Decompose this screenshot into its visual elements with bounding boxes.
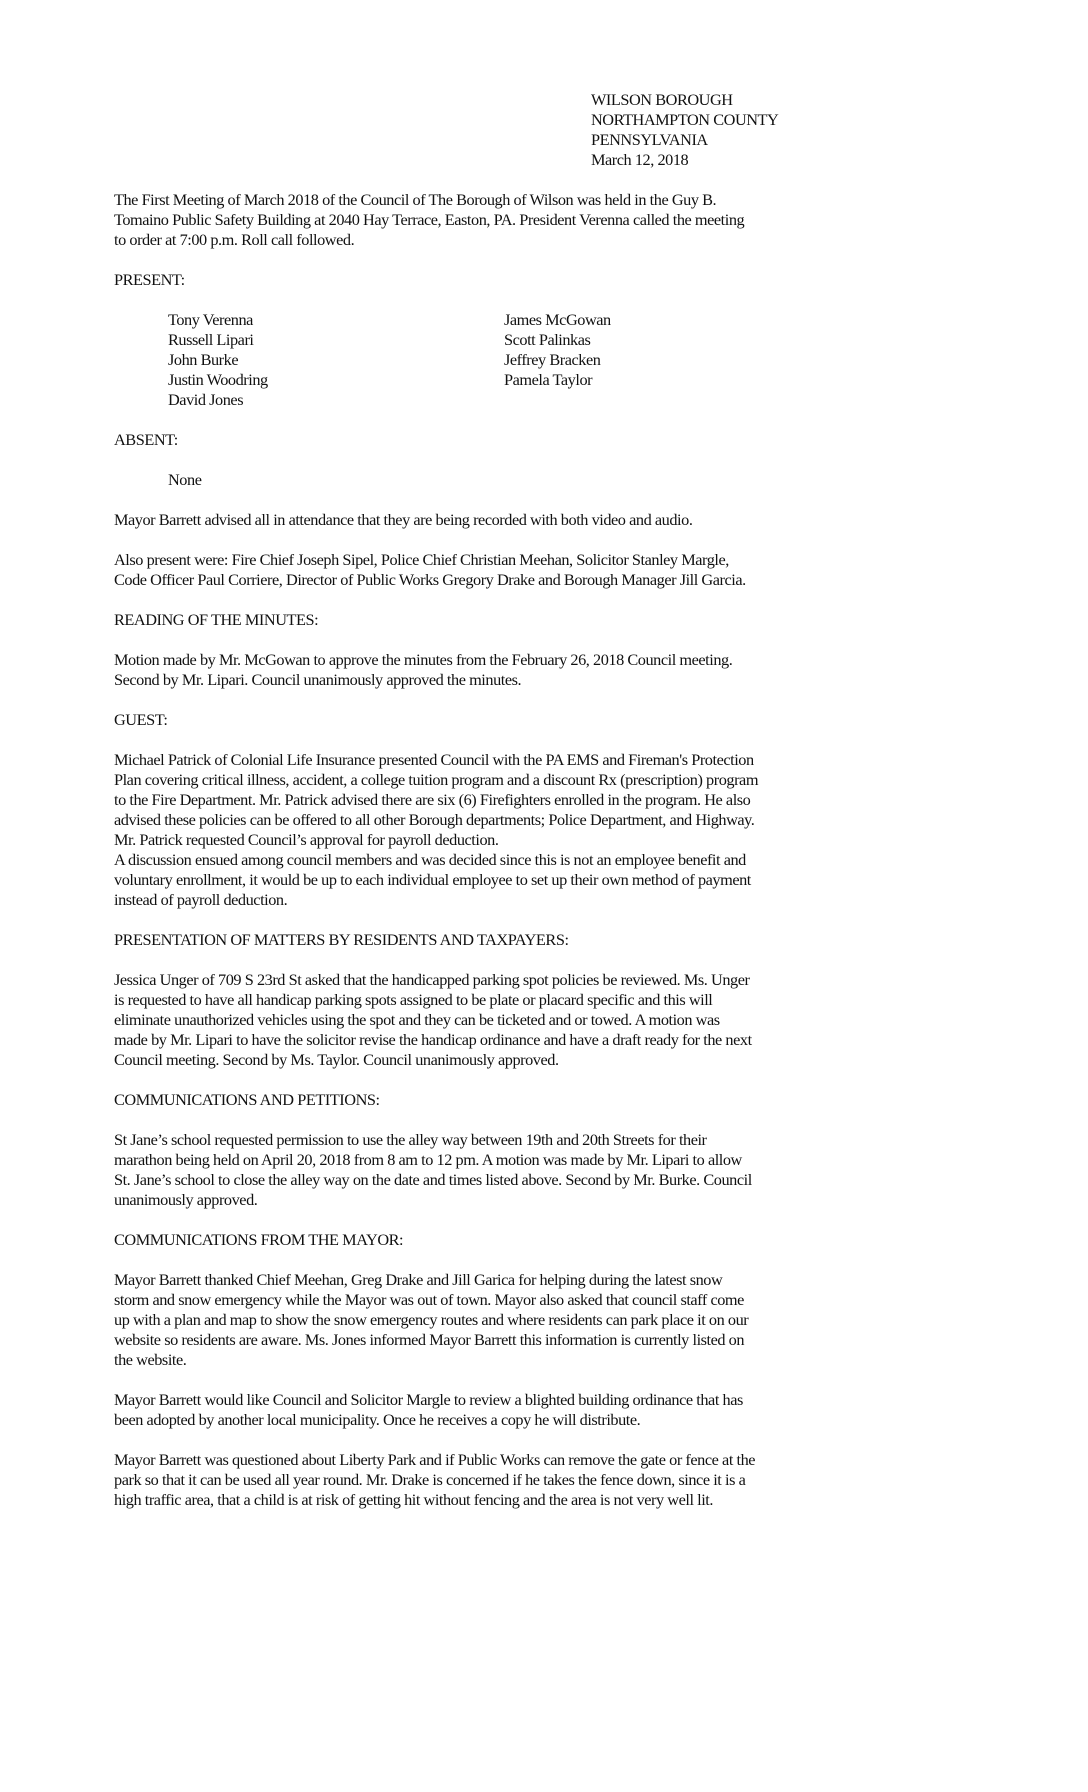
- attendee-name: John Burke: [168, 350, 239, 369]
- county-name: NORTHAMPTON COUNTY: [591, 110, 779, 129]
- text-line: instead of payroll deduction.: [114, 890, 288, 909]
- text-line: Mayor Barrett thanked Chief Meehan, Greg Drake and Jill Garica for helping during the latest snow: [114, 1270, 723, 1289]
- text-line: Also present were: Fire Chief Joseph Sipel, Police Chief Christian Meehan, Solicitor Stanley Margle,: [114, 550, 729, 569]
- text-line: the website.: [114, 1350, 187, 1369]
- text-line: been adopted by another local municipality. Once he receives a copy he will distribute.: [114, 1410, 641, 1429]
- section-paragraph: [114, 1450, 1014, 1510]
- section-heading: COMMUNICATIONS AND PETITIONS:: [114, 1090, 380, 1109]
- section-paragraph: [114, 1130, 1014, 1210]
- section-heading: COMMUNICATIONS FROM THE MAYOR:: [114, 1230, 404, 1249]
- absent-value: None: [168, 470, 202, 489]
- text-line: Council meeting. Second by Ms. Taylor. Council unanimously approved.: [114, 1050, 559, 1069]
- section-heading: READING OF THE MINUTES:: [114, 610, 319, 629]
- text-line: high traffic area, that a child is at risk of getting hit without fencing and the area is not very well lit.: [114, 1490, 713, 1509]
- text-line: voluntary enrollment, it would be up to each individual employee to set up their own method of payment: [114, 870, 751, 889]
- text-line: is requested to have all handicap parking spots assigned to be plate or placard specific and this will: [114, 990, 713, 1009]
- text-line: unanimously approved.: [114, 1190, 258, 1209]
- present-heading: PRESENT:: [114, 270, 185, 289]
- text-line: Mayor Barrett would like Council and Solicitor Margle to review a blighted building ordinance that has: [114, 1390, 743, 1409]
- text-line: Jessica Unger of 709 S 23rd St asked that the handicapped parking spot policies be reviewed. Ms. Unger: [114, 970, 750, 989]
- text-line: St Jane’s school requested permission to use the alley way between 19th and 20th Streets for their: [114, 1130, 707, 1149]
- present-list-left: [168, 310, 268, 410]
- present-list: [168, 310, 1014, 410]
- text-line: to the Fire Department. Mr. Patrick advised there are six (6) Firefighters enrolled in the program. He also: [114, 790, 751, 809]
- text-line: Plan covering critical illness, accident, a college tuition program and a discount Rx (prescription) program: [114, 770, 759, 789]
- attendee-name: Justin Woodring: [168, 370, 268, 389]
- also-present-paragraph: [114, 550, 1014, 590]
- section-reading-of-the-minutes: [114, 610, 1014, 710]
- attendee-name: James McGowan: [504, 310, 611, 329]
- text-line: Tomaino Public Safety Building at 2040 Hay Terrace, Easton, PA. President Verenna called the meeting: [114, 210, 745, 229]
- text-line: up with a plan and map to show the snow emergency routes and where residents can park place it on our: [114, 1310, 749, 1329]
- attendee-name: Scott Palinkas: [504, 330, 591, 349]
- section-paragraph: [114, 650, 1014, 690]
- text-line: marathon being held on April 20, 2018 from 8 am to 12 pm. A motion was made by Mr. Lipari to allow: [114, 1150, 742, 1169]
- document-header: [591, 90, 778, 170]
- attendee-name: Russell Lipari: [168, 330, 254, 349]
- section-paragraph: [114, 750, 1014, 910]
- present-list-right: [504, 310, 611, 390]
- attendee-name: Jeffrey Bracken: [504, 350, 601, 369]
- text-line: eliminate unauthorized vehicles using the spot and they can be ticketed and or towed. A motion was: [114, 1010, 720, 1029]
- text-line: Mayor Barrett was questioned about Liberty Park and if Public Works can remove the gate or fence at the: [114, 1450, 756, 1469]
- attendee-name: David Jones: [168, 390, 244, 409]
- text-line: advised these policies can be offered to all other Borough departments; Police Department, and Highway.: [114, 810, 755, 829]
- attendee-name: Tony Verenna: [168, 310, 253, 329]
- section-paragraph: [114, 970, 1014, 1070]
- text-line: Code Officer Paul Corriere, Director of Public Works Gregory Drake and Borough Manager Jill Garcia.: [114, 570, 746, 589]
- text-line: Michael Patrick of Colonial Life Insurance presented Council with the PA EMS and Fireman's Protection: [114, 750, 754, 769]
- attendee-name: Pamela Taylor: [504, 370, 593, 389]
- section-presentation-of-matters-by-residents-and-taxpayers: [114, 930, 1014, 1090]
- text-line: The First Meeting of March 2018 of the Council of The Borough of Wilson was held in the Guy B.: [114, 190, 717, 209]
- meeting-date: March 12, 2018: [591, 150, 689, 169]
- minutes-sections: [114, 610, 1014, 1530]
- borough-name: WILSON BOROUGH: [591, 90, 733, 109]
- text-line: website so residents are aware. Ms. Jones informed Mayor Barrett this information is currently listed on: [114, 1330, 745, 1349]
- intro-paragraph: [114, 190, 1014, 250]
- text-line: Motion made by Mr. McGowan to approve the minutes from the February 26, 2018 Council meeting.: [114, 650, 733, 669]
- text-line: A discussion ensued among council members and was decided since this is not an employee benefit and: [114, 850, 746, 869]
- text-line: Mr. Patrick requested Council’s approval for payroll deduction.: [114, 830, 499, 849]
- section-paragraph: [114, 1390, 1014, 1430]
- text-line: St. Jane’s school to close the alley way on the date and times listed above. Second by Mr. Burke. Council: [114, 1170, 752, 1189]
- section-guest: [114, 710, 1014, 930]
- text-line: to order at 7:00 p.m. Roll call followed.: [114, 230, 355, 249]
- section-heading: PRESENTATION OF MATTERS BY RESIDENTS AND TAXPAYERS:: [114, 930, 569, 949]
- text-line: Second by Mr. Lipari. Council unanimously approved the minutes.: [114, 670, 522, 689]
- section-communications-and-petitions: [114, 1090, 1014, 1230]
- state-name: PENNSYLVANIA: [591, 130, 708, 149]
- text-line: made by Mr. Lipari to have the solicitor revise the handicap ordinance and have a draft ready for the next: [114, 1030, 752, 1049]
- absent-heading: ABSENT:: [114, 430, 178, 449]
- text-line: storm and snow emergency while the Mayor was out of town. Mayor also asked that council staff come: [114, 1290, 744, 1309]
- text-line: park so that it can be used all year round. Mr. Drake is concerned if he takes the fence down, since it is a: [114, 1470, 746, 1489]
- section-communications-from-the-mayor: [114, 1230, 1014, 1530]
- recording-notice: Mayor Barrett advised all in attendance that they are being recorded with both video and audio.: [114, 510, 693, 529]
- section-paragraph: [114, 1270, 1014, 1370]
- section-heading: GUEST:: [114, 710, 168, 729]
- document-body: [114, 190, 1014, 1530]
